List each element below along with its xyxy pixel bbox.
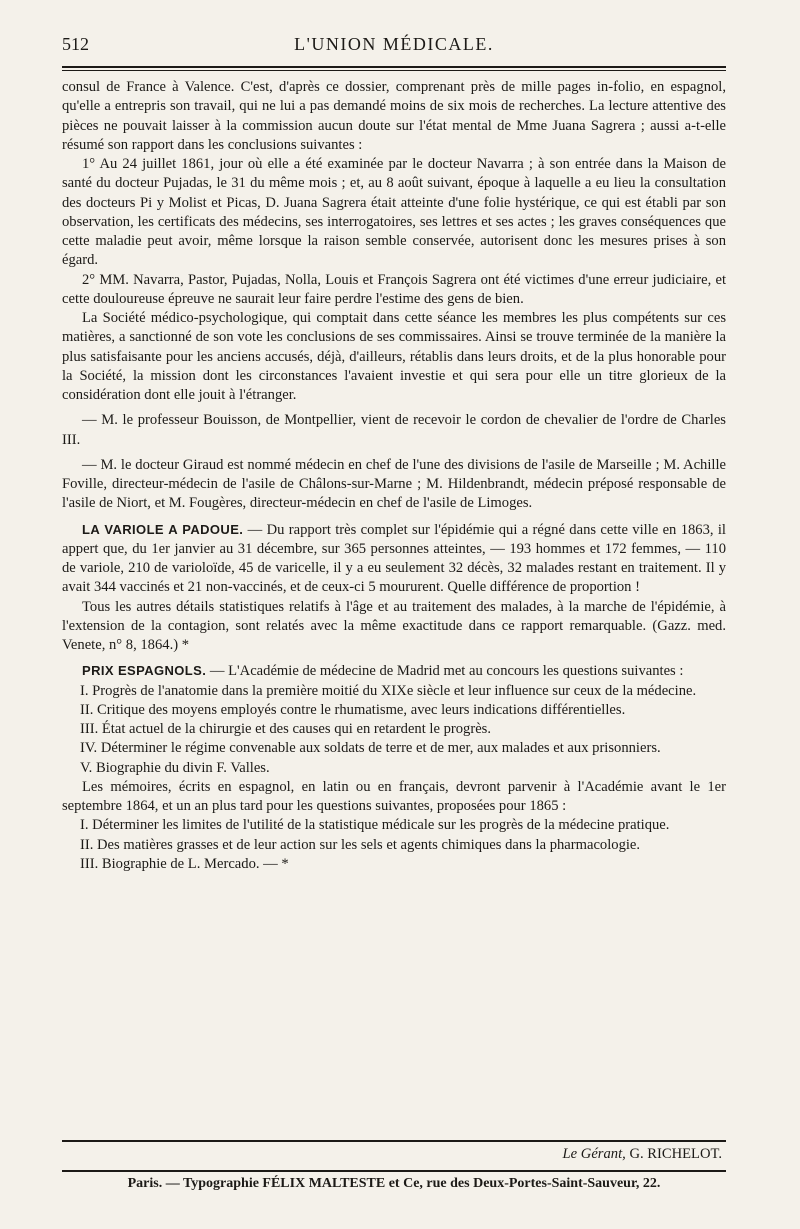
section-heading: LA VARIOLE A PADOUE. xyxy=(82,521,244,537)
question-item: V. Biographie du divin F. Valles. xyxy=(80,759,270,776)
paragraph: — M. le docteur Giraud est nommé médecin en chef de l'une des divisions de l'asile de Marseille ; M. Achille Foville, directeur-médecin de l'asile de Châlons-sur-Marne ; M. Hildenbrandt, médecin préposé responsable de l'asile de Niort, et M. Fougères, directeur-médecin en chef de l'asile de Limoges. xyxy=(62,456,726,512)
question-item: III. Biographie de L. Mercado. — * xyxy=(80,855,289,872)
section-text: — Du rapport très complet sur l'épidémie qui a régné dans cette ville en 1863, il appert que, du 1er janvier au 31 décembre, sur 365 personnes atteintes, — 193 hommes et 172 femmes, — 110 de variole, 210 de varioloïde, 45 de varicelle, il y a eu seulement 32 décès, 32 malades restant en traitement. Il y avait 344 vaccinés et 21 non-vaccinés, et de ceux-ci 5 moururent. Quelle différence de proportion ! xyxy=(62,521,726,596)
question-item: I. Progrès de l'anatomie dans la première moitié du XIXe siècle et leur influence sur ceux de la médecine. xyxy=(80,682,697,699)
header-rule-thin xyxy=(62,70,726,71)
article-body xyxy=(62,78,726,874)
page-number: 512 xyxy=(62,34,89,54)
question-item: III. État actuel de la chirurgie et des causes qui en retardent le progrès. xyxy=(80,721,492,737)
paragraph: Les mémoires, écrits en espagnol, en latin ou en français, devront parvenir à l'Académie avant le 1er septembre 1864, et un an plus tard pour les questions suivantes, proposées pour 1865 : xyxy=(62,778,726,814)
question-item: II. Critique des moyens employés contre le rhumatisme, avec leurs indications différentielles. xyxy=(80,701,626,718)
paragraph: Tous les autres détails statistiques relatifs à l'âge et au traitement des malades, à la marche de l'épidémie, à l'extension de la contagion, sont relatés avec la même exactitude dans ce rapport remarquable. (Gazz. med. Venete, n° 8, 1864.) * xyxy=(62,598,726,653)
header-rule xyxy=(62,66,726,68)
paragraph: La Société médico-psychologique, qui comptait dans cette séance les membres les plus compétents sur ces matières, a sanctionné de son vote les conclusions de ses commissaires. Ainsi se trouve terminée de la manière la plus satisfaisante pour les anciens accusés, déjà, d'ailleurs, rétablis dans leurs droits, et de la plus honorable pour la Société, la mission dont les circonstances l'avaient investie et qui sera pour elle un titre glorieux de la considération dont elle jouit à l'étranger. xyxy=(62,310,726,403)
paragraph: consul de France à Valence. C'est, d'après ce dossier, comprenant près de mille pages in-folio, en espagnol, qu'elle a entrepris son travail, qui ne lui a pas demandé moins de six mois de recherches. La lecture attentive des pièces ne pouvait laisser à la commission aucun doute sur l'état mental de Mme Juana Sagrera ; aussi a-t-elle résumé son rapport dans les conclusions suivantes : xyxy=(62,79,726,153)
section-heading: PRIX ESPAGNOLS. xyxy=(82,663,207,679)
page-header xyxy=(62,32,726,60)
paragraph: — M. le professeur Bouisson, de Montpellier, vient de recevoir le cordon de chevalier de l'ordre de Charles III. xyxy=(62,412,726,448)
section-text: — L'Académie de médecine de Madrid met au concours les questions suivantes : xyxy=(206,663,684,680)
prix-section xyxy=(62,661,726,681)
variole-section xyxy=(62,520,726,598)
paragraph: 1° Au 24 juillet 1861, jour où elle a été examinée par le docteur Navarra ; à son entrée dans la Maison de santé du docteur Pujadas, le 31 du même mois ; et, au 8 août suivant, époque à laquelle a eu lieu la consultation des docteurs Pi y Molist et Picas, D. Juana Sagrera était atteinte d'une folie hystérique, ce qui est établi par son observation, les certificats des médecins, ses interrogatoires, ses lettres et ses actes ; les graves conséquences que cette maladie peut avoir, même lorsque la raison semble conservée, autorisent donc les mesures prises à son égard. xyxy=(62,156,726,269)
paragraph: 2° MM. Navarra, Pastor, Pujadas, Nolla, Louis et François Sagrera ont été victimes d'une erreur judiciaire, et cette douloureuse épreuve ne saurait leur faire perdre l'estime des gens de bien. xyxy=(62,271,726,307)
signature xyxy=(62,1146,722,1163)
signature-name: G. RICHELOT. xyxy=(629,1146,722,1162)
question-item: IV. Déterminer le régime convenable aux soldats de terre et de mer, aux malades et aux prisonniers. xyxy=(80,740,661,757)
signature-label: Le Gérant, xyxy=(562,1146,626,1162)
footer-rule xyxy=(62,1140,726,1142)
question-item: I. Déterminer les limites de l'utilité de la statistique médicale sur les progrès de la médecine pratique. xyxy=(80,817,670,834)
footer-rule xyxy=(62,1170,726,1172)
question-item: II. Des matières grasses et de leur action sur les sels et agents chimiques dans la pharmacologie. xyxy=(80,836,641,853)
journal-title: L'UNION MÉDICALE. xyxy=(294,34,494,54)
printer-imprint: Paris. — Typographie FÉLIX MALTESTE et Ce, rue des Deux-Portes-Saint-Sauveur, 22. xyxy=(127,1176,661,1191)
